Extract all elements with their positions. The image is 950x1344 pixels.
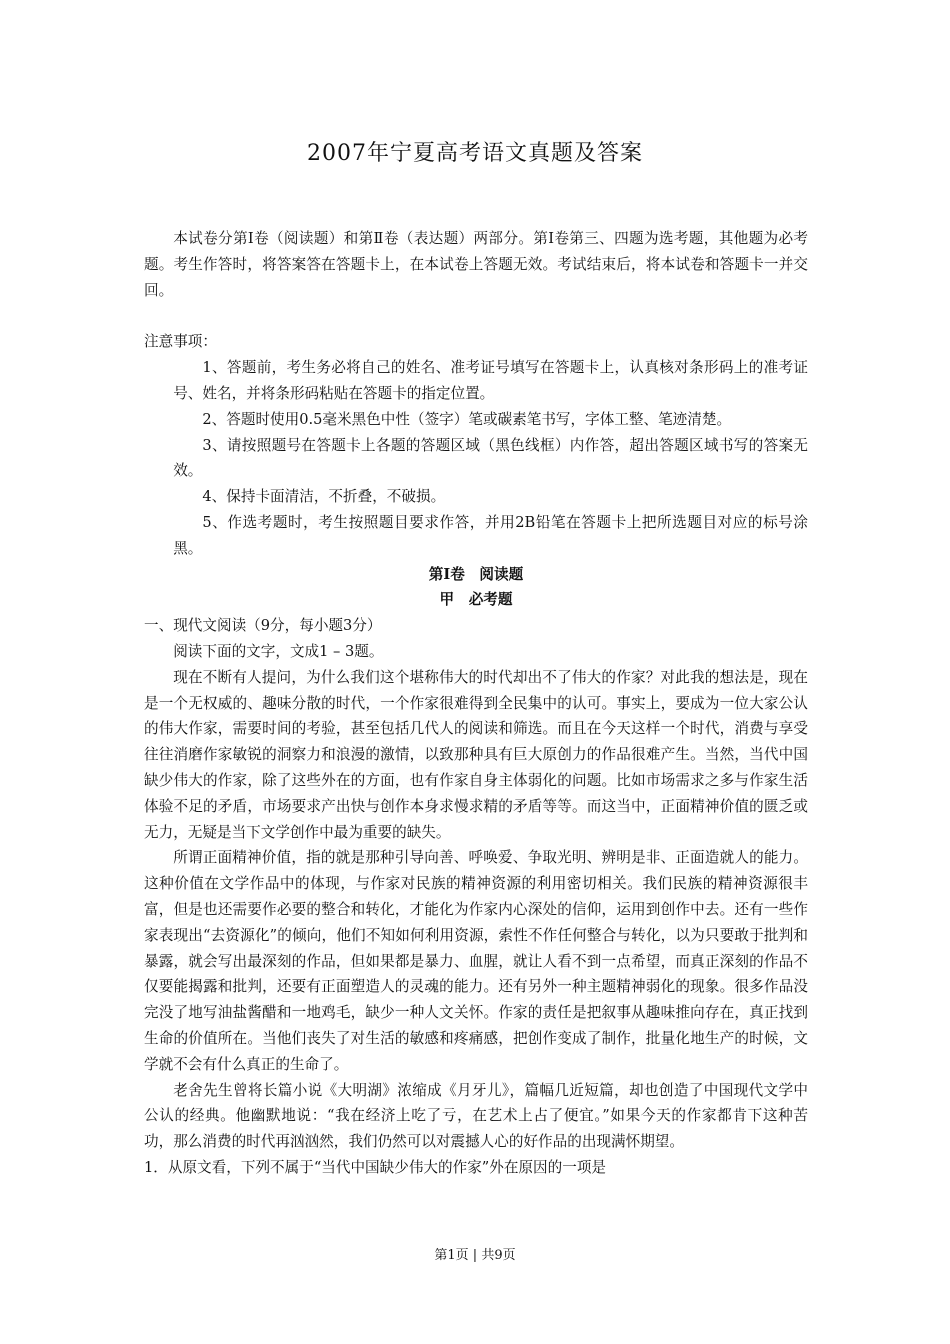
notes-list [144, 355, 808, 561]
article-paragraph: 现在不断有人提问，为什么我们这个堪称伟大的时代却出不了伟大的作家？对此我的想法是，现在是一个无权威的、趣味分散的时代，一个作家很难得到全民集中的认可。事实上，要成为一位大家公认的伟大作家，需要时间的考验，甚至包括几代人的阅读和筛选。而且在今天这样一个时代，消费与享受往往消磨作家敏锐的洞察力和浪漫的激情，以致那种具有巨大原创力的作品很难产生。当然，当代中国缺少伟大的作家，除了这些外在的方面，也有作家自身主体弱化的问题。比如市场需求之多与作家生活体验不足的矛盾，市场要求产出快与创作本身求慢求精的矛盾等等。而这当中，正面精神价值的匮乏或无力，无疑是当下文学创作中最为重要的缺失。 [144, 668, 808, 841]
note-item: 1、答题前，考生务必将自己的姓名、准考证号填写在答题卡上，认真核对条形码上的准考证号、姓名，并将条形码粘贴在答题卡的指定位置。 [173, 359, 808, 402]
note-item: 2、答题时使用0.5毫米黑色中性（签字）笔或碳素笔书写，字体工整、笔迹清楚。 [202, 410, 732, 428]
subsection-heading: 甲 必考题 [439, 591, 513, 609]
reading-instruction: 阅读下面的文字，文成1 – 3题。 [173, 642, 384, 660]
part-heading: 一、现代文阅读（9分，每小题3分） [144, 617, 382, 635]
section-heading: 第Ⅰ卷 阅读题 [428, 565, 524, 583]
intro-paragraph: 本试卷分第Ⅰ卷（阅读题）和第Ⅱ卷（表达题）两部分。第Ⅰ卷第三、四题为选考题，其他题为必考题。考生作答时，将答案答在答题卡上，在本试卷上答题无效。考试结束后，将本试卷和答题卡一并交回。 [144, 230, 808, 299]
note-item: 5、作选考题时，考生按照题目要求作答，并用2B铅笔在答题卡上把所选题目对应的标号涂黑。 [173, 513, 808, 557]
note-item: 4、保持卡面清洁，不折叠，不破损。 [202, 488, 446, 506]
page-footer: 第1页 | 共9页 [434, 1248, 516, 1263]
notes-heading: 注意事项： [144, 333, 217, 351]
document-body [144, 226, 808, 1181]
note-item: 3、请按照题号在答题卡上各题的答题区域（黑色线框）内作答，超出答题区域书写的答案无效。 [173, 436, 808, 480]
article-paragraph: 所谓正面精神价值，指的就是那种引导向善、呼唤爱、争取光明、辨明是非、正面造就人的能力。这种价值在文学作品中的体现，与作家对民族的精神资源的利用密切相关。我们民族的精神资源很丰富，但是也还需要作必要的整合和转化，才能化为作家内心深处的信仰，运用到创作中去。还有一些作家表现出“去资源化”的倾向，他们不知如何利用资源，索性不作任何整合与转化，以为只要敢于批判和暴露，就会写出最深刻的作品，但如果都是暴力、血腥，就让人看不到一点希望，而真正深刻的作品不仅要能揭露和批判，还要有正面塑造人的灵魂的能力。还有另外一种主题精神弱化的现象。很多作品没完没了地写油盐酱醋和一地鸡毛，缺少一种人文关怀。作家的责任是把叙事从趣味推向存在，真正找到生命的价值所在。当他们丧失了对生活的敏感和疼痛感，把创作变成了制作，批量化地生产的时候，文学就不会有什么真正的生命了。 [144, 849, 808, 1073]
document-title: 2007年宁夏高考语文真题及答案 [307, 141, 643, 166]
article-paragraph: 老舍先生曾将长篇小说《大明湖》浓缩成《月牙儿》，篇幅几近短篇，却也创造了中国现代文学中公认的经典。他幽默地说：“我在经济上吃了亏，在艺术上占了便宜。”如果今天的作家都肯下这种苦功，那么消费的时代再汹汹然，我们仍然可以对震撼人心的好作品的出现满怀期望。 [144, 1081, 808, 1151]
question-1: 1．从原文看，下列不属于“当代中国缺少伟大的作家”外在原因的一项是 [144, 1158, 607, 1176]
